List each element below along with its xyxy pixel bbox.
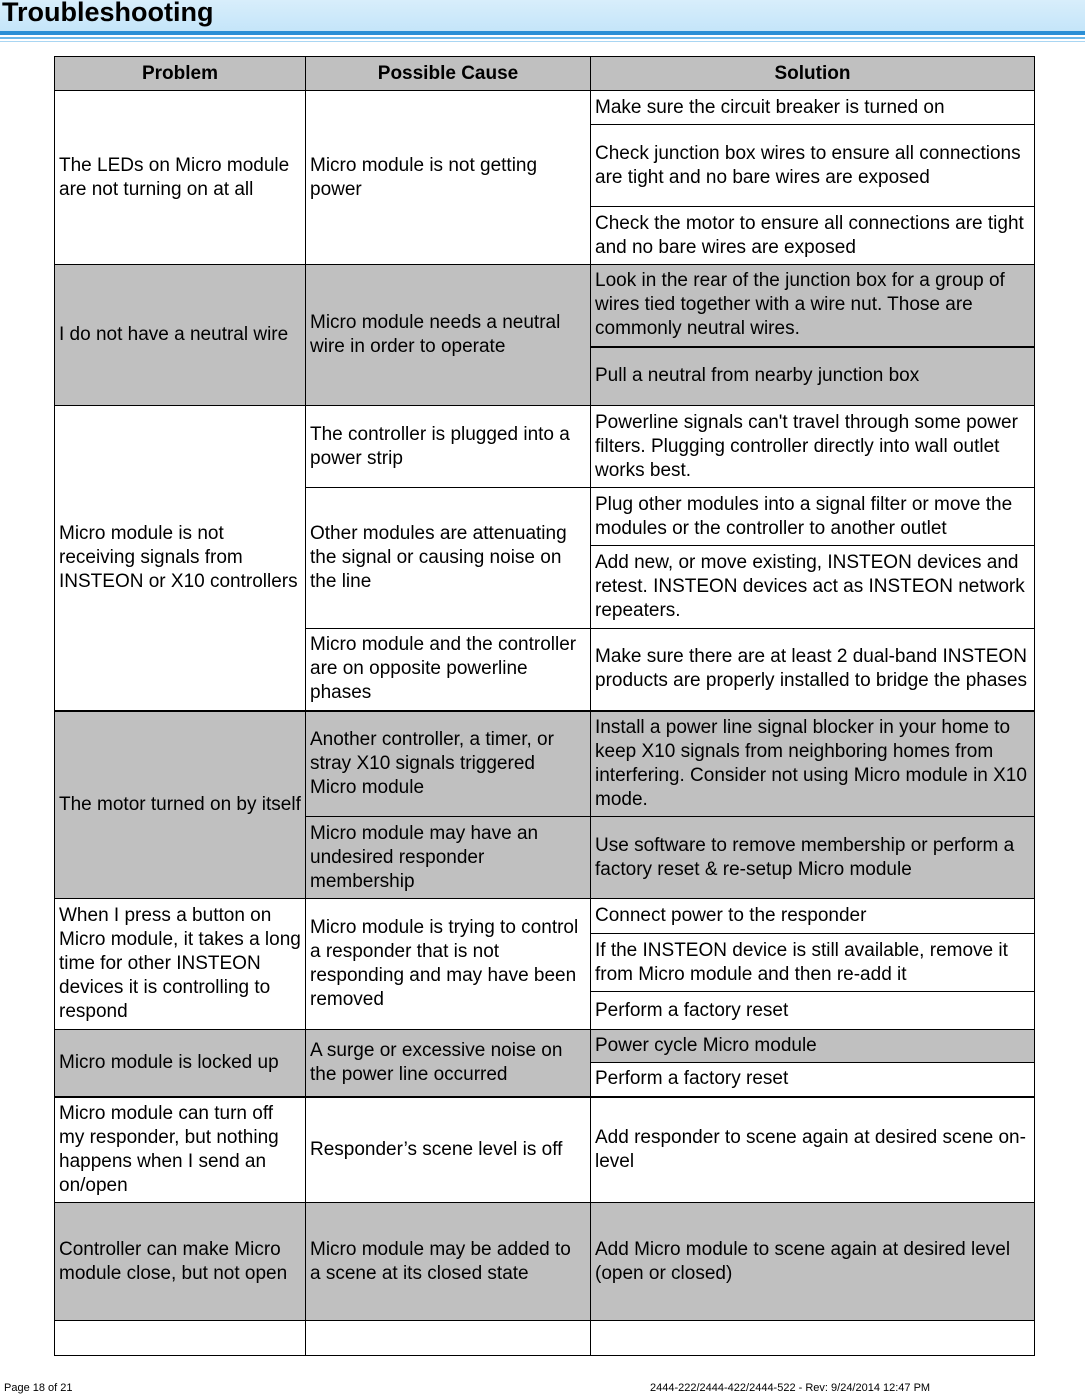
header-rule [0, 31, 1085, 35]
section-header [0, 0, 1085, 32]
empty-cell [591, 1321, 1035, 1356]
solution-cell: Add new, or move existing, INSTEON devices and retest. INSTEON devices act as INSTEON network repeaters. [591, 546, 1035, 629]
solution-cell: Perform a factory reset [591, 1063, 1035, 1097]
solution-cell: Add Micro module to scene again at desired level (open or closed) [591, 1203, 1035, 1321]
table-row [55, 1203, 1035, 1321]
problem-cell: Micro module is locked up [55, 1030, 306, 1097]
problem-cell: The LEDs on Micro module are not turning on at all [55, 91, 306, 265]
problem-cell: Controller can make Micro module close, but not open [55, 1203, 306, 1321]
solution-cell: Use software to remove membership or perform a factory reset & re-setup Micro module [591, 817, 1035, 899]
solution-cell: Check junction box wires to ensure all connections are tight and no bare wires are exposed [591, 125, 1035, 207]
table-row-empty [55, 1321, 1035, 1356]
document-info: 2444-222/2444-422/2444-522 - Rev: 9/24/2014 12:47 PM [650, 1382, 931, 1394]
solution-cell: Perform a factory reset [591, 992, 1035, 1030]
cause-cell: Micro module may be added to a scene at its closed state [306, 1203, 591, 1321]
solution-cell: Power cycle Micro module [591, 1030, 1035, 1063]
section-title: Troubleshooting [2, 0, 214, 27]
problem-cell: The motor turned on by itself [55, 711, 306, 899]
solution-cell: Make sure there are at least 2 dual-band INSTEON products are properly installed to bridge the phases [591, 629, 1035, 711]
solution-cell: Connect power to the responder [591, 899, 1035, 934]
table-row [55, 1030, 1035, 1063]
cause-cell: Micro module is trying to control a responder that is not responding and may have been removed [306, 899, 591, 1030]
column-header-solution: Solution [591, 57, 1035, 91]
solution-cell: If the INSTEON device is still available, remove it from Micro module and then re-add it [591, 934, 1035, 992]
problem-cell: I do not have a neutral wire [55, 265, 306, 406]
table-header-row [55, 57, 1035, 91]
solution-cell: Powerline signals can't travel through some power filters. Plugging controller directly into wall outlet works best. [591, 406, 1035, 488]
cause-cell: Micro module is not getting power [306, 91, 591, 265]
solution-cell: Make sure the circuit breaker is turned on [591, 91, 1035, 125]
table-row [55, 1097, 1035, 1203]
problem-cell: Micro module can turn off my responder, but nothing happens when I send an on/open [55, 1097, 306, 1203]
header-rule [0, 41, 1085, 42]
table-row [55, 406, 1035, 488]
solution-cell: Check the motor to ensure all connections are tight and no bare wires are exposed [591, 207, 1035, 265]
table-row [55, 899, 1035, 934]
column-header-problem: Problem [55, 57, 306, 91]
cause-cell: Micro module and the controller are on opposite powerline phases [306, 629, 591, 711]
problem-cell: Micro module is not receiving signals from INSTEON or X10 controllers [55, 406, 306, 711]
problem-cell: When I press a button on Micro module, it takes a long time for other INSTEON devices it is controlling to respond [55, 899, 306, 1030]
cause-cell: Other modules are attenuating the signal or causing noise on the line [306, 488, 591, 629]
troubleshooting-table [54, 56, 1035, 1356]
column-header-cause: Possible Cause [306, 57, 591, 91]
table-row [55, 91, 1035, 125]
solution-cell: Look in the rear of the junction box for a group of wires tied together with a wire nut. Those are commonly neutral wires. [591, 265, 1035, 347]
cause-cell: A surge or excessive noise on the power line occurred [306, 1030, 591, 1097]
cause-cell: Micro module needs a neutral wire in order to operate [306, 265, 591, 406]
cause-cell: Responder’s scene level is off [306, 1097, 591, 1203]
cause-cell: Another controller, a timer, or stray X10 signals triggered Micro module [306, 711, 591, 817]
solution-cell: Plug other modules into a signal filter or move the modules or the controller to another outlet [591, 488, 1035, 546]
page-number: Page 18 of 21 [4, 1382, 73, 1394]
cause-cell: The controller is plugged into a power strip [306, 406, 591, 488]
table-row [55, 711, 1035, 817]
empty-cell [55, 1321, 306, 1356]
cause-cell: Micro module may have an undesired responder membership [306, 817, 591, 899]
solution-cell: Pull a neutral from nearby junction box [591, 347, 1035, 406]
solution-cell: Add responder to scene again at desired scene on-level [591, 1097, 1035, 1203]
solution-cell: Install a power line signal blocker in your home to keep X10 signals from neighboring homes from interfering. Consider not using Micro module in X10 mode. [591, 711, 1035, 817]
empty-cell [306, 1321, 591, 1356]
header-rule [0, 37, 1085, 39]
table-row [55, 265, 1035, 347]
